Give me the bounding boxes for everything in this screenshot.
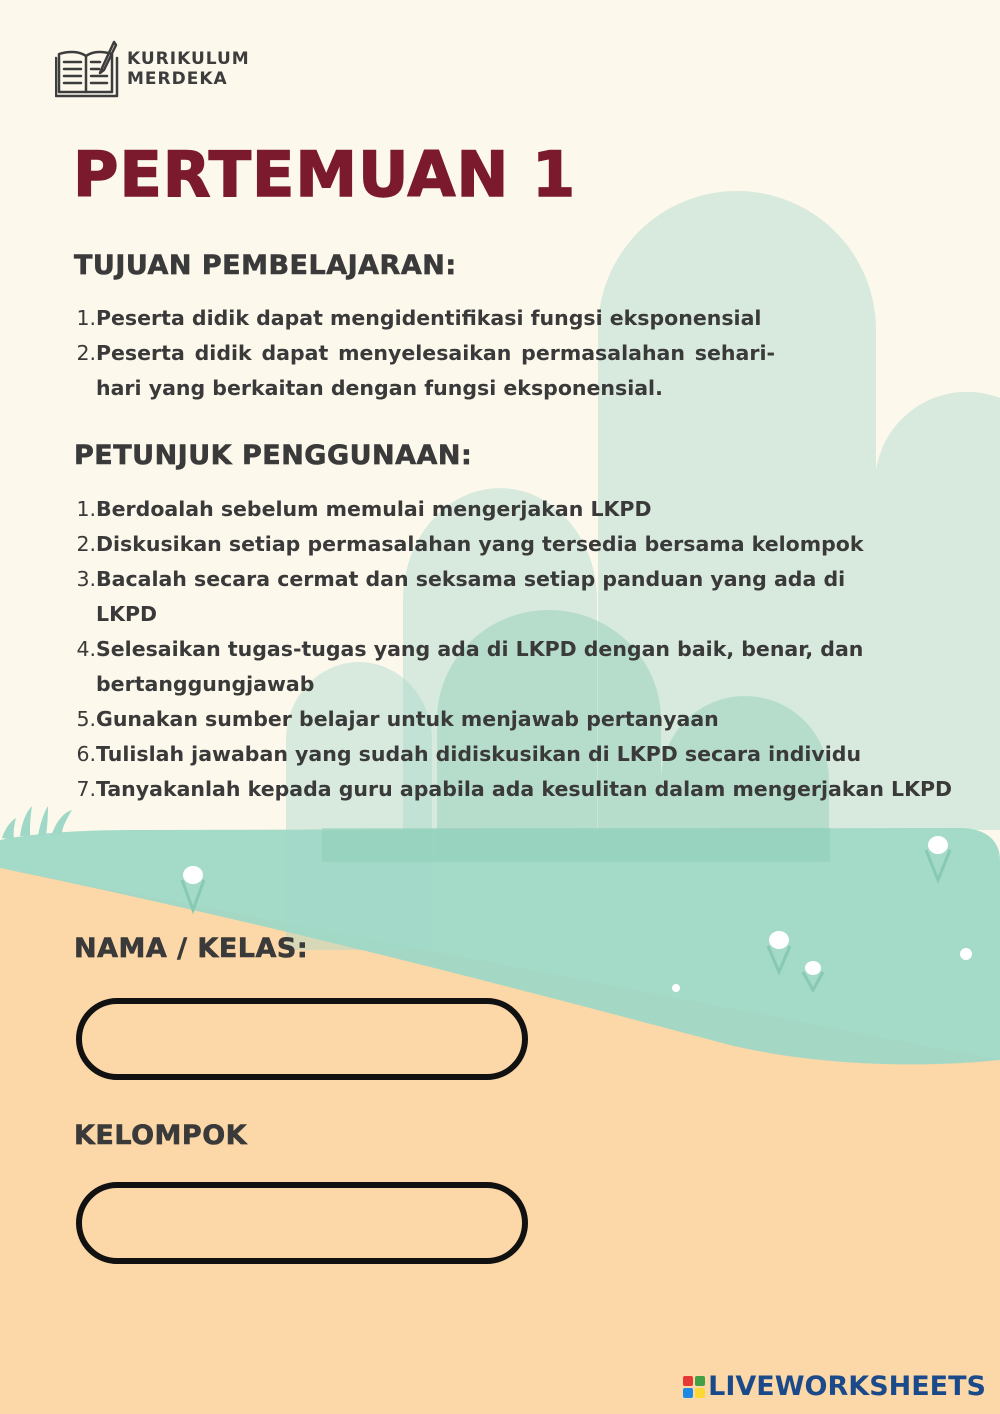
tujuan-heading: TUJUAN PEMBELAJARAN: xyxy=(74,250,457,281)
list-number: 3. xyxy=(76,567,96,591)
list-item xyxy=(75,336,835,406)
logo xyxy=(55,40,250,98)
list-number: 4. xyxy=(76,637,96,661)
list-text: Gunakan sumber belajar untuk menjawab pertanyaan xyxy=(96,707,719,731)
list-text: Tulislah jawaban yang sudah didiskusikan di LKPD secara individu xyxy=(96,742,862,766)
list-item xyxy=(75,562,955,632)
nama-kelas-field[interactable] xyxy=(76,998,528,1080)
kelompok-label: KELOMPOK xyxy=(74,1120,248,1151)
open-book-pen-icon xyxy=(55,40,119,98)
petunjuk-list xyxy=(75,492,955,807)
list-number: 1. xyxy=(76,306,96,330)
logo-line-1: KURIKULUM xyxy=(127,49,250,69)
list-text: Bacalah secara cermat dan seksama setiap panduan yang ada di LKPD xyxy=(96,567,846,626)
list-number: 2. xyxy=(76,341,96,365)
list-number: 6. xyxy=(76,742,96,766)
logo-text xyxy=(127,49,250,89)
list-text: Peserta didik dapat menyelesaikan permasalahan sehari-hari yang berkaitan dengan fungsi eksponensial. xyxy=(96,341,775,400)
kelompok-field[interactable] xyxy=(76,1182,528,1264)
list-item xyxy=(75,301,835,336)
list-number: 7. xyxy=(76,777,96,801)
list-text: Selesaikan tugas-tugas yang ada di LKPD dengan baik, benar, dan bertanggungjawab xyxy=(96,637,864,696)
list-item xyxy=(75,527,955,562)
page-title: PERTEMUAN 1 xyxy=(73,138,577,211)
watermark-text: LIVEWORKSHEETS xyxy=(708,1371,986,1402)
petunjuk-heading: PETUNJUK PENGGUNAAN: xyxy=(74,440,473,471)
list-item xyxy=(75,632,955,702)
list-text: Diskusikan setiap permasalahan yang tersedia bersama kelompok xyxy=(96,532,864,556)
list-text: Tanyakanlah kepada guru apabila ada kesulitan dalam mengerjakan LKPD xyxy=(96,777,953,801)
list-text: Berdoalah sebelum memulai mengerjakan LKPD xyxy=(96,497,652,521)
list-number: 1. xyxy=(76,497,96,521)
logo-line-2: MERDEKA xyxy=(127,69,228,89)
liveworksheets-watermark xyxy=(683,1371,986,1402)
list-number: 5. xyxy=(76,707,96,731)
liveworksheets-logo-icon xyxy=(683,1376,705,1398)
list-text: Peserta didik dapat mengidentifikasi fungsi eksponensial xyxy=(96,306,762,330)
list-item xyxy=(75,737,955,772)
nama-kelas-label: NAMA / KELAS: xyxy=(74,933,309,964)
list-number: 2. xyxy=(76,532,96,556)
list-item xyxy=(75,702,955,737)
list-item xyxy=(75,772,955,807)
list-item xyxy=(75,492,955,527)
tujuan-list xyxy=(75,301,835,406)
